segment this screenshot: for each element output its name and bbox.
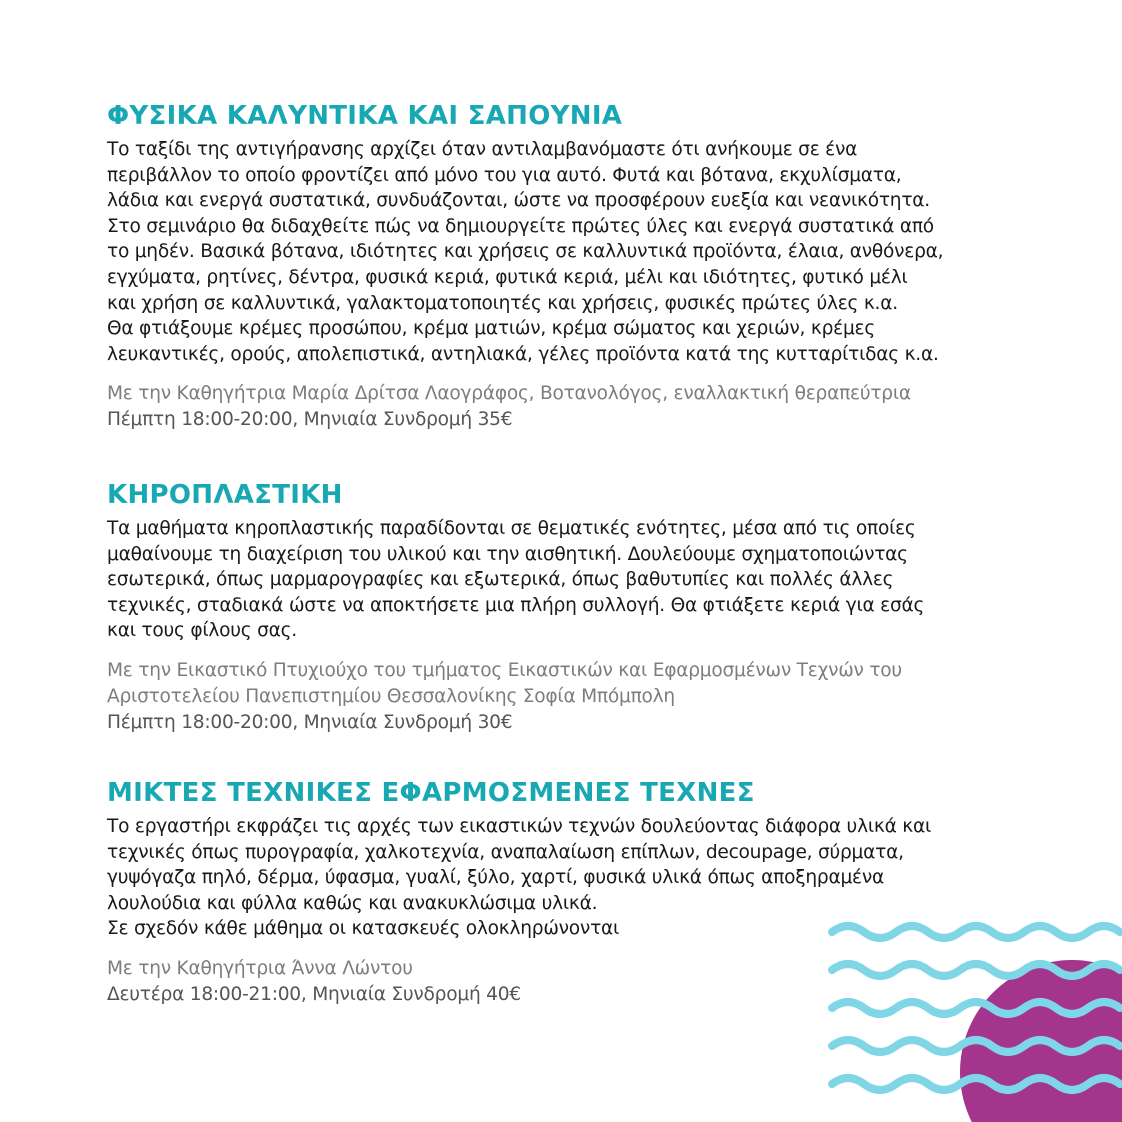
section-title: ΚΗΡΟΠΛΑΣΤΙΚΗ: [107, 480, 343, 510]
section-meta: [107, 381, 1037, 433]
description-line: λάδια και ενεργά συστατικά, συνδυάζονται, ώστε να προσφέρουν ευεξία και νεανικότητα.: [107, 190, 930, 212]
instructor-line: Με την Καθηγήτρια Μαρία Δρίτσα Λαογράφος, Βοτανολόγος, εναλλακτική θεραπεύτρια: [107, 383, 911, 405]
section-description: [107, 516, 1037, 644]
description-line: Το ταξίδι της αντιγήρανσης αρχίζει όταν αντιλαμβανόμαστε ότι ανήκουμε σε ένα: [107, 139, 858, 160]
schedule-line: Πέμπτη 18:00-20:00, Μηνιαία Συνδρομή 35€: [107, 409, 513, 431]
description-line: γυψόγαζα πηλό, δέρμα, ύφασμα, γυαλί, ξύλο, χαρτί, φυσικά υλικά όπως αποξηραμένα: [107, 867, 884, 889]
description-line: και τους φίλους σας.: [107, 620, 297, 642]
description-line: Τα μαθήματα κηροπλαστικής παραδίδονται σε θεματικές ενότητες, μέσα από τις οποίες: [107, 518, 916, 539]
description-line: περιβάλλον το οποίο φροντίζει από μόνο του για αυτό. Φυτά και βότανα, εκχυλίσματα,: [107, 164, 902, 186]
description-line: Σε σχεδόν κάθε μάθημα οι κατασκευές ολοκληρώνονται: [107, 918, 620, 940]
description-line: τεχνικές, σταδιακά ώστε να αποκτήσετε μια πλήρη συλλογή. Θα φτιάξετε κεριά για εσάς: [107, 594, 925, 616]
schedule-line: Πέμπτη 18:00-20:00, Μηνιαία Συνδρομή 30€: [107, 711, 513, 733]
description-line: μαθαίνουμε τη διαχείριση του υλικού και την αισθητική. Δουλεύουμε σχηματοποιώντας: [107, 543, 908, 565]
wave-circle-decoration: [822, 902, 1122, 1122]
instructor-line: Αριστοτελείου Πανεπιστημίου Θεσσαλονίκης Σοφία Μπόμπολη: [107, 685, 675, 707]
description-line: το μηδέν. Βασικά βότανα, ιδιότητες και χρήσεις σε καλλυντικά προϊόντα, έλαια, ανθόνερα,: [107, 241, 944, 263]
description-line: Το εργαστήρι εκφράζει τις αρχές των εικαστικών τεχνών δουλεύοντας διάφορα υλικά και: [107, 816, 931, 837]
description-line: εγχύματα, ρητίνες, δέντρα, φυσικά κεριά, φυτικά κεριά, μέλι και ιδιότητες, φυτικό μέλι: [107, 266, 908, 288]
description-line: και χρήση σε καλλυντικά, γαλακτοματοποιητές και χρήσεις, φυσικές πρώτες ύλες κ.α.: [107, 292, 898, 314]
section-title: ΜΙΚΤΕΣ ΤΕΧΝΙΚΕΣ ΕΦΑΡΜΟΣΜΕΝΕΣ ΤΕΧΝΕΣ: [107, 778, 755, 808]
instructor-line: Με την Καθηγήτρια Άννα Λώντου: [107, 957, 413, 979]
description-line: λουλούδια και φύλλα καθώς και ανακυκλώσιμα υλικά.: [107, 892, 598, 914]
section-title: ΦΥΣΙΚΑ ΚΑΛΥΝΤΙΚΑ ΚΑΙ ΣΑΠΟΥΝΙΑ: [107, 101, 623, 131]
description-line: τεχνικές όπως πυρογραφία, χαλκοτεχνία, αναπαλαίωση επίπλων, decoupage, σύρματα,: [107, 841, 904, 863]
description-line: Θα φτιάξουμε κρέμες προσώπου, κρέμα ματιών, κρέμα σώματος και χεριών, κρέμες: [107, 318, 875, 340]
course-candle-making: [107, 480, 1037, 736]
wave-line: [832, 926, 1120, 938]
instructor-line: Με την Εικαστικό Πτυχιούχο του τμήματος Εικαστικών και Εφαρμοσμένων Τεχνών του: [107, 659, 902, 681]
schedule-line: Δευτέρα 18:00-21:00, Μηνιαία Συνδρομή 40€: [107, 983, 521, 1005]
description-line: λευκαντικές, ορούς, απολεπιστικά, αντηλιακά, γέλες προϊόντα κατά της κυτταρίτιδας κ.α.: [107, 343, 939, 365]
description-line: Στο σεμινάριο θα διδαχθείτε πώς να δημιουργείτε πρώτες ύλες και ενεργά συστατικά από: [107, 215, 934, 237]
course-natural-cosmetics: [107, 101, 1037, 433]
section-description: [107, 137, 1037, 367]
description-line: εσωτερικά, όπως μαρμαρογραφίες και εξωτερικά, όπως βαθυτυπίες και πολλές άλλες: [107, 569, 894, 591]
section-meta: [107, 658, 1037, 736]
